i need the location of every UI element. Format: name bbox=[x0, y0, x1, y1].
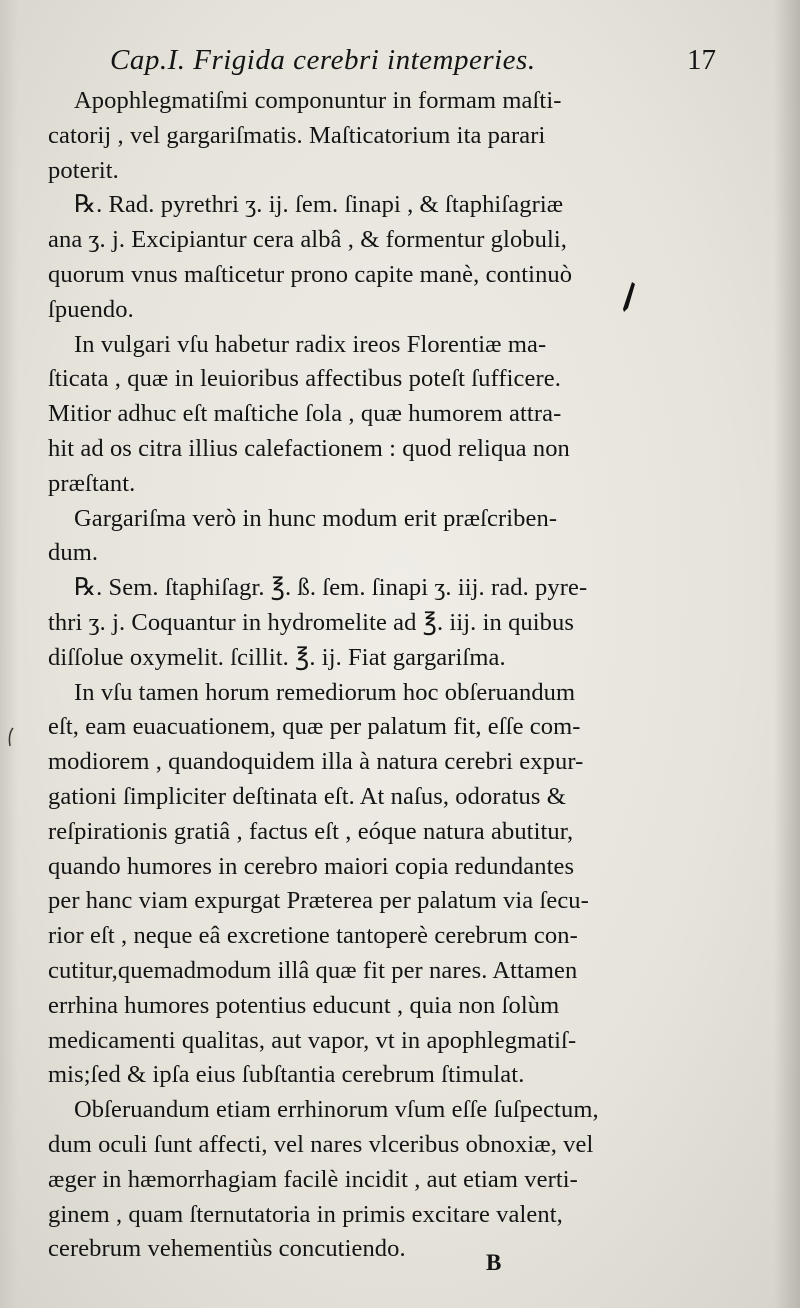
text-line: poterit. bbox=[48, 156, 119, 184]
text-line: ſticata , quæ in leuioribus affectibus poteſt ſufficere. bbox=[48, 365, 561, 393]
text-line: eſt, eam euacuationem, quæ per palatum fit, eſſe com- bbox=[48, 713, 581, 741]
paragraph-gargarism-recipe bbox=[48, 571, 712, 675]
text-line: ℞. Sem. ſtaphiſagr. ℥. ß. ſem. ſinapi ʒ. iij. rad. pyre- bbox=[74, 574, 588, 602]
ink-blot-mark bbox=[622, 282, 636, 312]
text-line: hit ad os citra illius calefactionem : quod reliqua non bbox=[48, 434, 570, 462]
paragraph-apophlegmatisms bbox=[48, 84, 712, 188]
text-line: ana ʒ. j. Excipiantur cera albâ , & formentur globuli, bbox=[48, 226, 568, 254]
page-edge-shadow-right bbox=[774, 0, 800, 1308]
text-line: medicamenti qualitas, aut vapor, vt in apophlegmatiſ- bbox=[48, 1026, 577, 1054]
text-line: quando humores in cerebro maiori copia redundantes bbox=[48, 852, 575, 880]
text-line: modiorem , quandoquidem illa à natura cerebri expur- bbox=[48, 748, 584, 776]
text-line: cerebrum vehementiùs concutiendo. bbox=[48, 1235, 406, 1263]
text-line: diſſolue oxymelit. ſcillit. ℥. ij. Fiat gargariſma. bbox=[48, 643, 506, 671]
text-line: In vſu tamen horum remediorum hoc obſeruandum bbox=[74, 678, 576, 706]
text-line: æger in hæmorrhagiam facilè incidit , aut etiam verti- bbox=[48, 1165, 578, 1193]
text-line: mis;ſed & ipſa eius ſubſtantia cerebrum ſtimulat. bbox=[48, 1061, 525, 1089]
running-header bbox=[110, 44, 716, 84]
text-line: præſtant. bbox=[48, 469, 136, 497]
catchword-signature: B bbox=[486, 1250, 502, 1275]
text-line: reſpirationis gratiâ , factus eſt , eóque natura abutitur, bbox=[48, 817, 574, 845]
text-line: In vulgari vſu habetur radix ireos Florentiæ ma- bbox=[74, 330, 547, 358]
text-line: ginem , quam ſternutatoria in primis excitare valent, bbox=[48, 1200, 563, 1228]
paragraph-gargarism-intro bbox=[48, 502, 712, 572]
margin-mark bbox=[6, 726, 16, 748]
text-line: Mitior adhuc eſt maſtiche ſola , quæ humorem attra- bbox=[48, 400, 562, 428]
text-line: dum oculi ſunt affecti, vel nares vlceribus obnoxiæ, vel bbox=[48, 1130, 594, 1158]
text-line: per hanc viam expurgat Præterea per palatum via ſecu- bbox=[48, 887, 589, 915]
running-head-title: Cap.I. Frigida cerebri intemperies. bbox=[110, 44, 536, 76]
text-line: rior eſt , neque eâ excretione tantoperè cerebrum con- bbox=[48, 922, 578, 950]
text-line: ſpuendo. bbox=[48, 295, 134, 323]
text-line: gationi ſimpliciter deſtinata eſt. At naſus, odoratus & bbox=[48, 782, 566, 810]
page-edge-shadow-left bbox=[0, 0, 18, 1308]
paragraph-observation-palate bbox=[48, 676, 712, 1094]
text-line: catorij , vel gargariſmatis. Maſticatorium ita parari bbox=[48, 121, 546, 149]
text-line: dum. bbox=[48, 539, 99, 567]
text-line: quorum vnus maſticetur prono capite manè, continuò bbox=[48, 260, 573, 288]
text-line: Gargariſma verò in hunc modum erit præſcriben- bbox=[74, 504, 558, 532]
text-line: ℞. Rad. pyrethri ʒ. ij. ſem. ſinapi , & ſtaphiſagriæ bbox=[74, 191, 564, 219]
paragraph-ireos bbox=[48, 328, 712, 502]
body-text bbox=[48, 84, 712, 1267]
text-line: errhina humores potentius educunt , quia non ſolùm bbox=[48, 991, 560, 1019]
text-line: thri ʒ. j. Coquantur in hydromelite ad ℥. iij. in quibus bbox=[48, 608, 575, 636]
text-line: Obſeruandum etiam errhinorum vſum eſſe ſuſpectum, bbox=[74, 1096, 599, 1124]
text-line: Apophlegmatiſmi componuntur in formam maſti- bbox=[74, 87, 562, 114]
paragraph-masticatory-recipe bbox=[48, 188, 712, 327]
text-line: cutitur,quemadmodum illâ quæ fit per nares. Attamen bbox=[48, 956, 578, 984]
paragraph-errhines-caution bbox=[48, 1093, 712, 1267]
page-number: 17 bbox=[687, 44, 716, 76]
